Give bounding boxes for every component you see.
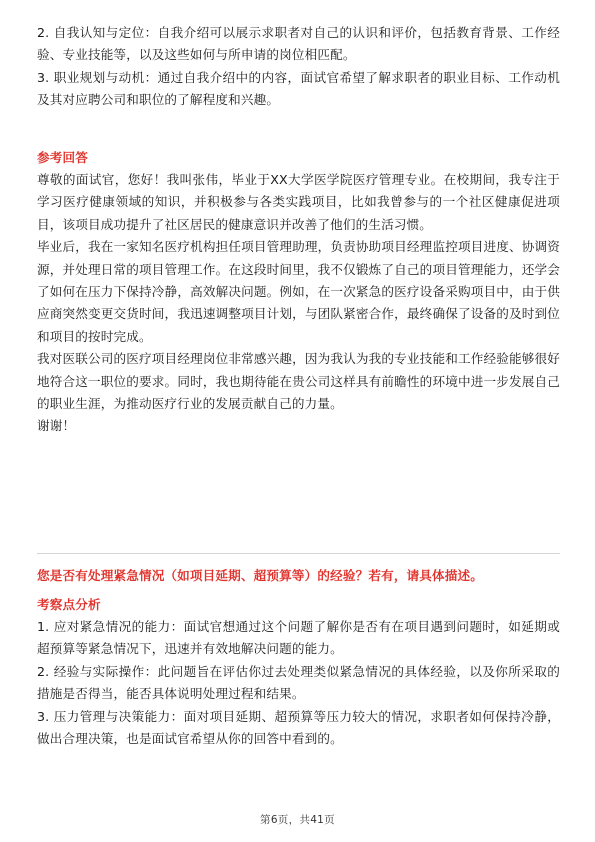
question-section bbox=[37, 565, 560, 587]
analysis-heading: 考察点分析 bbox=[37, 597, 101, 612]
list-item: 2. 自我认知与定位：自我介绍可以展示求职者对自己的认识和评价，包括教育背景、工作经验、专业技能等，以及这些如何与所申请的岗位相匹配。 bbox=[37, 25, 560, 63]
section-divider bbox=[37, 553, 560, 554]
answer-paragraph: 毕业后，我在一家知名医疗机构担任项目管理助理，负责协助项目经理监控项目进度、协调资源，并处理日常的项目管理工作。在这段时间里，我不仅锻炼了自己的项目管理能力，还学会了如何在压力下保持冷静，高效解决问题。例如，在一次紧急的医疗设备采购项目中，由于供应商突然变更交货时间，我迅速调整项目计划，与团队紧密合作，最终确保了设备的及时到位和项目的按时完成。 bbox=[37, 239, 560, 344]
analysis-section bbox=[37, 594, 560, 750]
list-item: 2. 经验与实际操作：此问题旨在评估你过去处理类似紧急情况的具体经验，以及你所采取的措施是否得当，能否具体说明处理过程和结果。 bbox=[37, 663, 560, 702]
reference-answer-section bbox=[37, 147, 560, 438]
answer-paragraph: 我对医联公司的医疗项目经理岗位非常感兴趣，因为我认为我的专业技能和工作经验能够很好地符合这一职位的要求。同时，我也期待能在贵公司这样具有前瞻性的环境中进一步发展自己的职业生涯，为推动医疗行业的发展贡献自己的力量。 bbox=[37, 351, 560, 412]
answer-paragraph: 尊敬的面试官，您好！我叫张伟，毕业于XX大学医学院医疗管理专业。在校期间，我专注于学习医疗健康领域的知识，并积极参与各类实践项目，比如我曾参与的一个社区健康促进项目，该项目成功提升了社区居民的健康意识并改善了他们的生活习惯。 bbox=[37, 172, 560, 232]
list-item: 3. 职业规划与动机：通过自我介绍中的内容，面试官希望了解求职者的职业目标、工作动机及其对应聘公司和职位的了解程度和兴趣。 bbox=[37, 69, 560, 108]
question-title: 您是否有处理紧急情况（如项目延期、超预算等）的经验？若有，请具体描述。 bbox=[37, 568, 484, 583]
list-item: 3. 压力管理与决策能力：面对项目延期、超预算等压力较大的情况，求职者如何保持冷静，做出合理决策，也是面试官希望从你的回答中看到的。 bbox=[37, 708, 560, 747]
top-list bbox=[37, 22, 560, 112]
reference-answer-heading: 参考回答 bbox=[37, 150, 88, 165]
answer-paragraph: 谢谢！ bbox=[37, 418, 76, 434]
list-item: 1. 应对紧急情况的能力：面试官想通过这个问题了解你是否有在项目遇到问题时，如延期或超预算等紧急情况下，迅速并有效地解决问题的能力。 bbox=[37, 619, 560, 657]
page-number: 第6页，共41页 bbox=[260, 814, 335, 826]
